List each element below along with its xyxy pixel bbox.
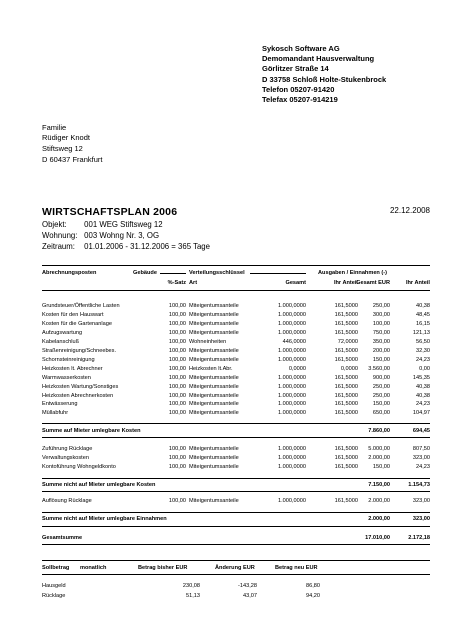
recipient-address (42, 123, 90, 154)
cell-satz: 100,00 (168, 454, 186, 461)
soll-header-bisher: Betrag bisher EUR (138, 565, 188, 571)
cell-art: Heizkosten lt.Abr. (189, 365, 233, 372)
cell-ihr-anteil: 161,5000 (334, 303, 358, 309)
soll-cell-label: Hausgeld (42, 583, 66, 589)
cell-art: Miteigentumsanteile (189, 392, 239, 399)
cell-posten: Verwaltungskosten (42, 454, 89, 461)
cell-satz: 100,00 (168, 463, 186, 470)
recipient-line: Stiftsweg 12 (42, 143, 83, 153)
header-ihr-anteil: Ihr Anteil (333, 280, 358, 286)
cell-posten: Kabelanschluß (42, 338, 80, 345)
header-ihr-anteil-2: Ihr Anteil (405, 280, 430, 286)
header-schluessel: Verteilungsschlüssel (189, 270, 245, 276)
soll-cell-label: Rücklage (42, 593, 66, 599)
cell-posten: Zuführung Rücklage (42, 446, 93, 452)
cell-gesamt-eur: 150,00 (372, 463, 390, 470)
sender-line: Telefon 05207-91420 (262, 84, 335, 94)
cell-ihr-anteil: 72,0000 (337, 338, 358, 345)
cell-satz: 100,00 (168, 338, 186, 345)
cell-satz: 100,00 (168, 356, 186, 363)
document-date: 22.12.2008 (389, 206, 430, 215)
cell-satz: 100,00 (168, 383, 186, 390)
cell-anteil-eur: 323,00 (412, 498, 430, 504)
cell-anteil-eur: 40,38 (416, 392, 430, 399)
sender-line: Sykosch Software AG (262, 44, 340, 53)
cell-gesamt: 1.000,0000 (278, 356, 306, 363)
sum3-anteil: 323,00 (412, 516, 430, 522)
cell-ihr-anteil: 161,5000 (334, 410, 358, 417)
cell-art: Miteigentumsanteile (189, 383, 239, 390)
cell-anteil-eur: 121,13 (412, 329, 430, 336)
cell-art: Miteigentumsanteile (189, 320, 239, 327)
cell-posten: Kontoführung Wohngeldkonto (42, 463, 116, 470)
cell-gesamt: 1.000,0000 (278, 410, 306, 417)
header-gesamt: Gesamt (285, 280, 306, 286)
meta-row (42, 220, 210, 231)
sender-line: Telefax 05207-914219 (262, 95, 338, 105)
cell-gesamt-eur: 2.000,00 (368, 454, 390, 461)
soll-header-aenderung: Änderung EUR (215, 565, 255, 571)
meta-label: Zeitraum: (42, 241, 75, 251)
recipient-line: Familie (42, 123, 67, 132)
cell-satz: 100,00 (168, 498, 186, 504)
cell-gesamt: 1.000,0000 (278, 401, 306, 408)
meta-label: Wohnung: (42, 230, 78, 240)
recipient-city: D 60437 Frankfurt (42, 155, 103, 164)
header-art: Art (189, 280, 198, 286)
cell-ihr-anteil: 161,5000 (334, 320, 358, 327)
cell-posten: Kosten für die Gartenanlage (42, 320, 112, 327)
cell-gesamt-eur: 250,00 (372, 303, 390, 309)
cell-gesamt: 1.000,0000 (278, 454, 306, 461)
meta-value: 001 WEG Stiftsweg 12 (84, 220, 163, 229)
cell-art: Miteigentumsanteile (189, 498, 239, 504)
header-gebaeude: Gebäude (133, 270, 157, 276)
cell-posten: Auflösung Rücklage (42, 498, 92, 504)
sum3-label: Summe nicht auf Mieter umlegbare Einnahmen (42, 516, 167, 522)
soll-header-monat: monatlich (80, 565, 107, 571)
cell-anteil-eur: 24,23 (416, 463, 430, 470)
cell-satz: 100,00 (168, 401, 186, 408)
sum-rule (42, 491, 430, 492)
sum1-gesamt: 7.860,00 (368, 428, 390, 434)
cell-ihr-anteil: 161,5000 (334, 356, 358, 363)
sum1-label: Summe auf Mieter umlegbare Kosten (42, 428, 141, 434)
cell-gesamt-eur: 100,00 (372, 320, 390, 327)
table-top-rule (42, 265, 430, 266)
cell-gesamt: 446,0000 (282, 338, 306, 345)
cell-art: Miteigentumsanteile (189, 356, 239, 363)
sum-rule (42, 437, 430, 438)
cell-gesamt: 1.000,0000 (278, 446, 306, 452)
soll-header-neu: Betrag neu EUR (275, 565, 318, 571)
cell-art: Miteigentumsanteile (189, 454, 239, 461)
cell-posten: Grundsteuer/Öffentliche Lasten (42, 303, 120, 309)
sum-rule (42, 423, 430, 424)
cell-art: Wohneinheiten (189, 338, 227, 345)
cell-satz: 100,00 (168, 311, 186, 318)
cell-gesamt-eur: 150,00 (372, 401, 390, 408)
meta-value: 01.01.2006 - 31.12.2006 = 365 Tage (84, 241, 210, 251)
cell-gesamt: 1.000,0000 (278, 303, 306, 309)
cell-anteil-eur: 323,00 (412, 454, 430, 461)
sum-rule (42, 526, 430, 527)
sender-line: Demomandant Hausverwaltung (262, 54, 375, 64)
header-rule (160, 273, 186, 274)
header-gesamt-eur: Gesamt EUR (356, 280, 390, 286)
document-title: WIRTSCHAFTSPLAN 2006 (42, 206, 178, 218)
cell-art: Miteigentumsanteile (189, 446, 239, 452)
cell-art: Miteigentumsanteile (189, 303, 239, 309)
cell-gesamt-eur: 250,00 (372, 383, 390, 390)
meta-row (42, 231, 210, 242)
cell-art: Miteigentumsanteile (189, 329, 239, 336)
cell-anteil-eur: 16,15 (416, 320, 430, 327)
cell-gesamt-eur: 650,00 (372, 410, 390, 417)
cell-gesamt-eur: 2.000,00 (368, 498, 390, 504)
cell-gesamt: 1.000,0000 (278, 374, 306, 381)
cell-gesamt: 1.000,0000 (278, 498, 306, 504)
sum2-gesamt: 7.150,00 (368, 482, 390, 488)
cell-art: Miteigentumsanteile (189, 410, 239, 417)
cell-gesamt-eur: 250,00 (372, 392, 390, 399)
cell-ihr-anteil: 161,5000 (334, 383, 358, 390)
total-label: Gesamtsumme (42, 535, 83, 541)
soll-header-soll: Sollbetrag (42, 565, 70, 571)
cell-gesamt: 1.000,0000 (278, 463, 306, 470)
cell-gesamt-eur: 300,00 (372, 311, 390, 318)
cell-gesamt-eur: 200,00 (372, 347, 390, 354)
cell-satz: 100,00 (168, 347, 186, 354)
cell-anteil-eur: 0,00 (419, 365, 430, 372)
cell-satz: 100,00 (168, 329, 186, 336)
cell-ihr-anteil: 161,5000 (334, 311, 358, 318)
soll-cell-neu: 86,80 (306, 583, 320, 589)
header-ausgaben: Ausgaben / Einnahmen (-) (318, 270, 387, 276)
cell-gesamt: 1.000,0000 (278, 392, 306, 399)
cell-gesamt-eur: 150,00 (372, 356, 390, 363)
cell-satz: 100,00 (168, 446, 186, 452)
soll-header-rule (42, 574, 430, 575)
cell-gesamt: 1.000,0000 (278, 383, 306, 390)
cell-satz: 100,00 (168, 410, 186, 417)
meta-value: 003 Wohng Nr. 3, OG (84, 230, 160, 240)
cell-anteil-eur: 40,38 (416, 383, 430, 390)
cell-art: Miteigentumsanteile (189, 374, 239, 381)
cell-ihr-anteil: 161,5000 (334, 446, 358, 452)
cell-ihr-anteil: 0,0000 (340, 365, 358, 372)
header-posten: Abrechnungsposten (42, 270, 97, 276)
cell-gesamt-eur: 5.000,00 (368, 446, 390, 452)
sum3-gesamt: 2.000,00 (368, 516, 390, 522)
cell-satz: 100,00 (168, 392, 186, 399)
cell-gesamt: 1.000,0000 (278, 311, 306, 318)
table-header-rule (42, 290, 430, 291)
soll-cell-aenderung: -143,28 (238, 583, 257, 589)
cell-gesamt-eur: 900,00 (372, 374, 390, 381)
cell-anteil-eur: 24,23 (416, 401, 430, 408)
sum-rule (42, 478, 430, 479)
soll-cell-aenderung: 43,07 (243, 593, 257, 599)
recipient-line: Rüdiger Knodt (42, 133, 90, 143)
soll-top-rule (42, 560, 430, 561)
cell-posten: Warmwasserkosten (42, 374, 91, 381)
cell-anteil-eur: 32,30 (416, 347, 430, 354)
soll-cell-bisher: 51,13 (186, 593, 200, 599)
cell-posten: Heizkosten Wartung/Sonstiges (42, 383, 119, 390)
cell-satz: 100,00 (168, 374, 186, 381)
cell-satz: 100,00 (168, 365, 186, 372)
sum-rule (42, 512, 430, 513)
cell-satz: 100,00 (168, 320, 186, 327)
total-rule (42, 544, 430, 545)
cell-posten: Schornsteinreinigung (42, 356, 95, 363)
total-gesamt: 17.010,00 (365, 535, 390, 541)
cell-ihr-anteil: 161,5000 (334, 463, 358, 470)
cell-gesamt-eur: 3.560,00 (368, 365, 390, 372)
header-rule (250, 273, 306, 274)
soll-cell-neu: 94,20 (306, 593, 320, 599)
cell-ihr-anteil: 161,5000 (334, 374, 358, 381)
header-satz: %-Satz (167, 280, 186, 286)
cell-gesamt-eur: 750,00 (372, 329, 390, 336)
cell-posten: Müllabfuhr (42, 410, 69, 417)
cell-posten: Aufzugswartung (42, 329, 83, 336)
total-anteil: 2.172,18 (408, 535, 430, 541)
soll-cell-bisher: 230,08 (182, 583, 200, 589)
cell-ihr-anteil: 161,5000 (334, 347, 358, 354)
cell-art: Miteigentumsanteile (189, 463, 239, 470)
cell-ihr-anteil: 161,5000 (334, 454, 358, 461)
cell-posten: Kosten für den Hauswart (42, 311, 104, 318)
sum1-anteil: 694,45 (412, 428, 430, 434)
meta-row (42, 242, 210, 253)
cell-ihr-anteil: 161,5000 (334, 498, 358, 504)
cell-ihr-anteil: 161,5000 (334, 329, 358, 336)
meta-label: Objekt: (42, 220, 67, 229)
cell-posten: Heizkosten lt. Abrechner (42, 365, 103, 372)
cell-gesamt: 1.000,0000 (278, 320, 306, 327)
cell-posten: Heizkosten Abrechnerkosten (42, 392, 114, 399)
sender-address (262, 44, 386, 105)
sender-line: D 33758 Schloß Holte-Stukenbrock (262, 74, 387, 84)
cell-ihr-anteil: 161,5000 (334, 401, 358, 408)
meta-block (42, 220, 210, 252)
cell-posten: Straßenreinigung/Schneebes. (42, 347, 117, 354)
cell-anteil-eur: 24,23 (416, 356, 430, 363)
cell-satz: 100,00 (168, 303, 186, 309)
cell-anteil-eur: 40,38 (416, 303, 430, 309)
sum2-anteil: 1.154,73 (408, 482, 430, 488)
cell-gesamt: 1.000,0000 (278, 329, 306, 336)
cell-anteil-eur: 56,50 (416, 338, 430, 345)
cell-art: Miteigentumsanteile (189, 347, 239, 354)
cell-ihr-anteil: 161,5000 (334, 392, 358, 399)
sum2-label: Summe nicht auf Mieter umlegbare Kosten (42, 482, 156, 488)
cell-posten: Entwässerung (42, 401, 78, 408)
cell-anteil-eur: 104,97 (412, 410, 430, 417)
cell-art: Miteigentumsanteile (189, 401, 239, 408)
cell-anteil-eur: 48,45 (416, 311, 430, 318)
cell-art: Miteigentumsanteile (189, 311, 239, 318)
sender-line: Görlitzer Straße 14 (262, 64, 329, 74)
cell-gesamt: 1.000,0000 (278, 347, 306, 354)
cell-anteil-eur: 807,50 (412, 446, 430, 452)
cell-gesamt: 0,0000 (288, 365, 306, 372)
cell-anteil-eur: 145,35 (412, 374, 430, 381)
cell-gesamt-eur: 350,00 (372, 338, 390, 345)
